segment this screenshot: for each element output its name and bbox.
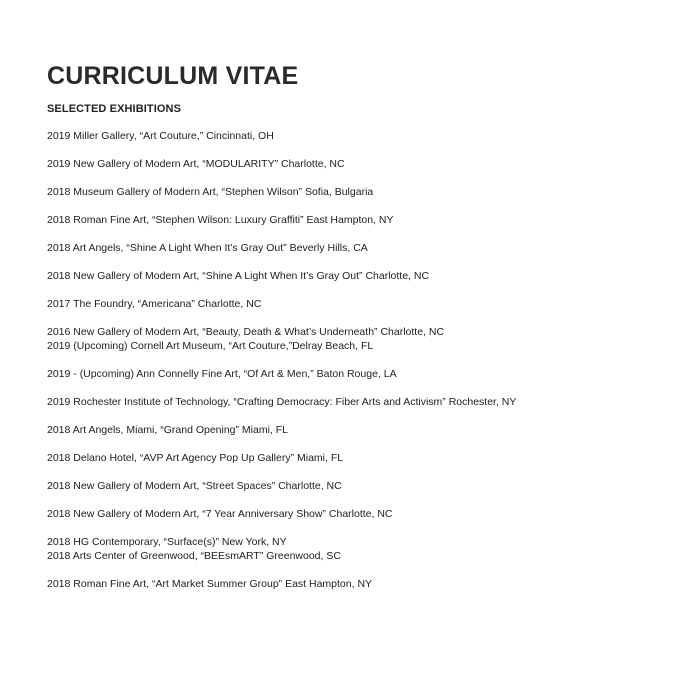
exhibition-entry-line: 2017 The Foundry, “Americana” Charlotte, NC xyxy=(47,298,262,310)
exhibition-entry xyxy=(47,451,647,465)
exhibition-entry-line: 2019 (Upcoming) Cornell Art Museum, “Art Couture,”Delray Beach, FL xyxy=(47,340,374,352)
exhibition-entry xyxy=(47,577,647,591)
exhibition-entry xyxy=(47,213,647,227)
exhibition-entry-line: 2019 Rochester Institute of Technology, “Crafting Democracy: Fiber Arts and Activism” Rochester, NY xyxy=(47,396,517,408)
exhibition-entry-line: 2018 HG Contemporary, “Surface(s)” New York, NY xyxy=(47,536,287,548)
exhibition-entry xyxy=(47,535,647,563)
exhibition-entry xyxy=(47,185,647,199)
exhibition-entry xyxy=(47,367,647,381)
exhibition-entry-line: 2018 New Gallery of Modern Art, “7 Year Anniversary Show” Charlotte, NC xyxy=(47,508,393,520)
exhibition-entry xyxy=(47,269,647,283)
exhibition-entry xyxy=(47,325,647,353)
section-heading: SELECTED EXHIBITIONS xyxy=(47,103,182,115)
exhibition-entry-line: 2018 Art Angels, “Shine A Light When It’s Gray Out” Beverly Hills, CA xyxy=(47,242,368,254)
exhibition-entry xyxy=(47,157,647,171)
exhibition-entry xyxy=(47,423,647,437)
exhibition-entry-line: 2018 Roman Fine Art, “Stephen Wilson: Luxury Graffiti” East Hampton, NY xyxy=(47,214,394,226)
exhibition-entry-line: 2018 New Gallery of Modern Art, “Street Spaces” Charlotte, NC xyxy=(47,480,342,492)
exhibition-entry-line: 2016 New Gallery of Modern Art, “Beauty, Death & What’s Underneath” Charlotte, NC xyxy=(47,326,445,338)
exhibition-entry-line: 2019 New Gallery of Modern Art, “MODULARITY” Charlotte, NC xyxy=(47,158,345,170)
page-title: CURRICULUM VITAE xyxy=(47,62,299,90)
exhibition-entry-line: 2018 Arts Center of Greenwood, “BEEsmART” Greenwood, SC xyxy=(47,550,341,562)
exhibition-entry-line: 2018 Museum Gallery of Modern Art, “Stephen Wilson” Sofia, Bulgaria xyxy=(47,186,374,198)
exhibition-entry xyxy=(47,395,647,409)
exhibition-entry xyxy=(47,241,647,255)
exhibition-entry-line: 2019 - (Upcoming) Ann Connelly Fine Art, “Of Art & Men,” Baton Rouge, LA xyxy=(47,368,397,380)
exhibition-entry-line: 2018 Delano Hotel, “AVP Art Agency Pop Up Gallery” Miami, FL xyxy=(47,452,344,464)
exhibition-entry-line: 2018 New Gallery of Modern Art, “Shine A Light When It’s Gray Out” Charlotte, NC xyxy=(47,270,430,282)
exhibition-entry xyxy=(47,129,647,143)
exhibition-entry xyxy=(47,297,647,311)
exhibition-entry-line: 2018 Art Angels, Miami, “Grand Opening” Miami, FL xyxy=(47,424,289,436)
cv-page xyxy=(47,60,647,605)
exhibition-entry-line: 2019 Miller Gallery, “Art Couture,” Cincinnati, OH xyxy=(47,130,274,142)
exhibition-entry xyxy=(47,507,647,521)
exhibition-entry-line: 2018 Roman Fine Art, “Art Market Summer Group” East Hampton, NY xyxy=(47,578,373,590)
exhibition-list xyxy=(47,129,647,591)
exhibition-entry xyxy=(47,479,647,493)
